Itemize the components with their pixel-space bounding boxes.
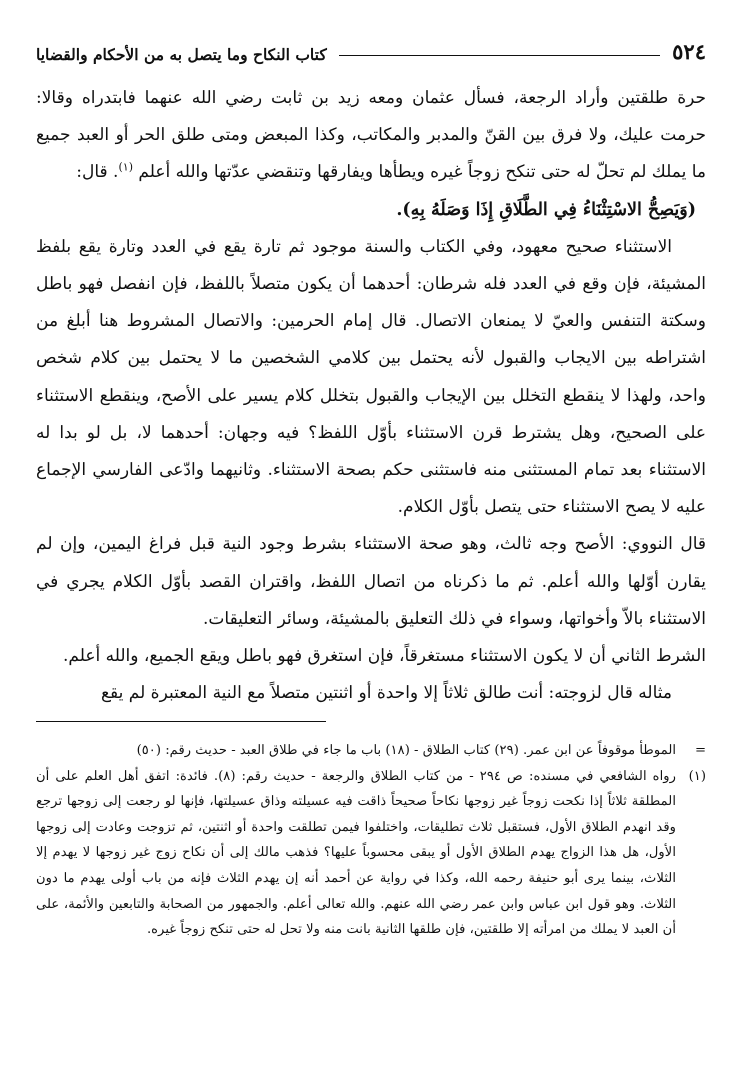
running-header: [36, 34, 706, 64]
footnote-1-mark: (١): [688, 768, 706, 784]
paragraph-1-text: حرة طلقتين وأراد الرجعة، فسأل عثمان ومعه زيد بن ثابت رضي الله عنهما فابتدراه وقالا: حرمت عليك، ولا فرق بين القنّ والمدبر والمكاتب، وكذا المبعض ومتى طلق الحر أو العبد جميع ما يملك لم تحلّ له حتى تنكح زوجاً غيره ويطأها ويفارقها وتنقضي عدّتها والله أعلم: [36, 88, 706, 183]
footnote-1-text: رواه الشافعي في مسنده: ص ٢٩٤ - من كتاب الطلاق والرجعة - حديث رقم: (٨). فائدة: اتفق أهل العلم على أن المطلقة ثلاثاً إذا نكحت زوجاً غير زوجها نكاحاً صحيحاً ذاقت فيه عسيلته وذاق عسيلتها، فإنها لو رجعت إلى زوجها ترجع وقد انهدم الطلاق الأول، فستقبل ثلاث تطليقات، واختلفوا فيمن تطلقت واحدة أو اثنتين، ثم تزوجت وعادت إلى زوجها الأول، هل هذا الزواج يهدم الطلاق الأول أو يبقى محسوباً عليها؟ فذهب مالك إلى أن نكاح زوج غير زوجها لا يهدم إلا الثلاث، بينما يرى أبو حنيفة رحمه الله، وكذا في رواية عن أحمد أنه إن يهدم الثلاث فإنه من باب أولى يهدم ما دون الثلاث. وهو قول ابن عباس وابن عمر رضي الله عنهم. والله تعالى أعلم. والجمهور من الصحابة والتابعين والأئمة، على أن العبد لا يملك من امرأته إلا طلقتين، فإن طلقها الثانية بانت منه ولا تحل له حتى تنكح زوجاً غيره.: [36, 768, 676, 938]
continuation-text: الموطأ موقوفاً عن ابن عمر. (٢٩) كتاب الطلاق - (١٨) باب ما جاء في طلاق العبد - حديث رقم: (٥٠): [136, 743, 676, 758]
paragraph-2: الاستثناء صحيح معهود، وفي الكتاب والسنة موجود ثم تارة يقع في العدد وتارة يقع بلفظ المشيئة، فإن وقع في العدد فله شرطان: أحدهما أن يكون متصلاً باللفظ، فإن انفصل فهو باطل وسكتة التنفس والعيّ لا يمنعان الاتصال. قال إمام الحرمين: والاتصال المشروط هنا أبلغ من اشتراطه بين الايجاب والقبول لأنه يحتمل بين كلامي الشخصين ما لا يحتمل بين كلام شخص واحد، ولهذا لا ينقطع التخلل بين الإيجاب والقبول بتخلل كلام يسير على الأصح، وينقطع الاستثناء على الصحيح، وهل يشترط قرن الاستثناء بأوّل اللفظ؟ فيه وجهان: أحدهما لا، بل لو بدا له الاستثناء بعد تمام المستثنى منه فاستثنى حكم بصحة الاستثناء. وثانيهما وادّعى الفارسي الإجماع عليه لا يصح الاستثناء حتى يتصل بأوّل الكلام.: [36, 236, 706, 518]
paragraph-1: [36, 80, 706, 192]
page: [36, 34, 706, 712]
paragraph-4: الشرط الثاني أن لا يكون الاستثناء مستغرقاً، فإن استغرق فهو باطل ويقع الجميع، والله أعلم.: [63, 646, 706, 667]
footnote-1: [36, 764, 706, 943]
matn-quote: (وَيَصِحُّ الاسْتِثْنَاءُ فِي الطَّلَاقِ إِذَا وَصَلَهُ بِهِ).: [396, 199, 696, 220]
footnote-ref-1: (١): [118, 160, 133, 174]
main-text: [36, 80, 706, 712]
paragraph-3: قال النووي: الأصح وجه ثالث، وهو صحة الاستثناء بشرط وجود النية قبل فراغ اليمين، وإن لم يقارن أوّلها والله أعلم. ثم ما ذكرناه من اتصال اللفظ، واقتران القصد بأوّل الكلام يجري في الاستثناء بالاّ وأخواتها، وسواء في ذلك التعليق بالمشيئة، وسائر التعليقات.: [36, 534, 706, 629]
header-rule: [339, 55, 660, 56]
page-number: ٥٢٤: [672, 39, 706, 64]
paragraph-1-tail: . قال:: [76, 162, 119, 183]
paragraph-5: مثاله قال لزوجته: أنت طالق ثلاثاً إلا واحدة أو اثنتين متصلاً مع النية المعتبرة لم يقع: [101, 683, 672, 704]
continuation-mark: =: [694, 743, 706, 758]
footnotes: [36, 738, 706, 943]
footnote-continuation: [36, 738, 706, 764]
running-title: كتاب النكاح وما يتصل به من الأحكام والقضايا: [36, 45, 327, 64]
footnote-separator: [36, 721, 326, 722]
